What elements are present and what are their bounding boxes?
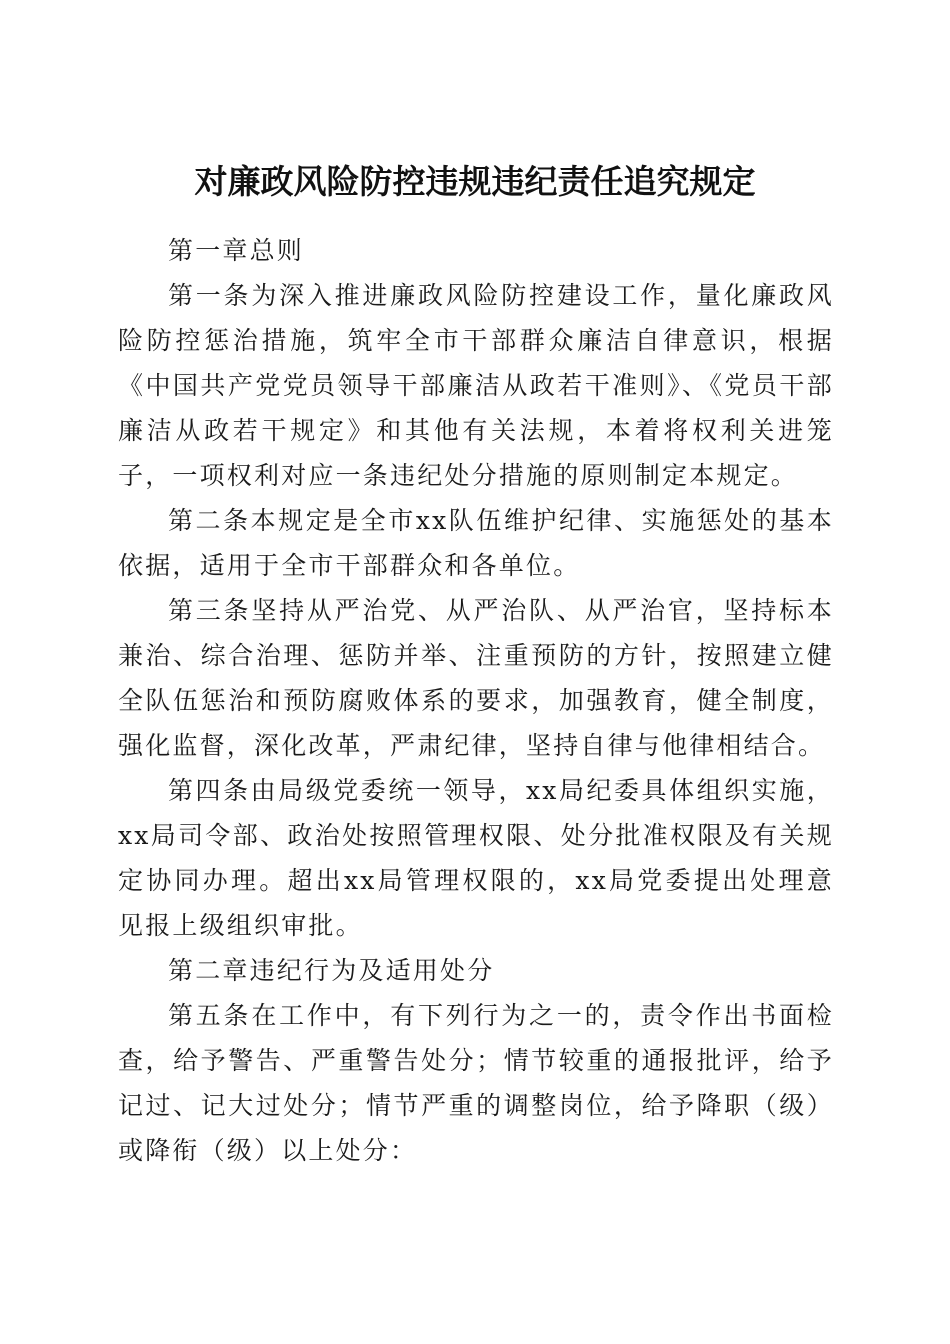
article-3: 第三条坚持从严治党、从严治队、从严治官，坚持标本兼治、综合治理、惩防并举、注重预防的方针，按照建立健全队伍惩治和预防腐败体系的要求，加强教育，健全制度，强化监督，深化改革，严肃纪律，坚持自律与他律相结合。 [118, 596, 834, 760]
article-5: 第五条在工作中，有下列行为之一的，责令作出书面检查，给予警告、严重警告处分；情节较重的通报批评，给予记过、记大过处分；情节严重的调整岗位，给予降职（级）或降衔（级）以上处分： [118, 1001, 834, 1165]
document-title: 对廉政风险防控违规违纪责任追究规定 [194, 162, 756, 202]
chapter-heading-2: 第二章违纪行为及适用处分 [168, 956, 495, 985]
article-4: 第四条由局级党委统一领导，xx局纪委具体组织实施，xx局司令部、政治处按照管理权限、处分批准权限及有关规定协同办理。超出xx局管理权限的，xx局党委提出处理意见报上级组织审批。 [118, 776, 834, 940]
document-body [118, 228, 834, 1173]
chapter-heading-1: 第一章总则 [168, 236, 305, 265]
article-2: 第二条本规定是全市xx队伍维护纪律、实施惩处的基本依据，适用于全市干部群众和各单位。 [118, 506, 834, 580]
article-1: 第一条为深入推进廉政风险防控建设工作，量化廉政风险防控惩治措施，筑牢全市干部群众廉洁自律意识，根据《中国共产党党员领导干部廉洁从政若干准则》、《党员干部廉洁从政若干规定》和其他有关法规，本着将权利关进笼子，一项权利对应一条违纪处分措施的原则制定本规定。 [118, 281, 834, 490]
